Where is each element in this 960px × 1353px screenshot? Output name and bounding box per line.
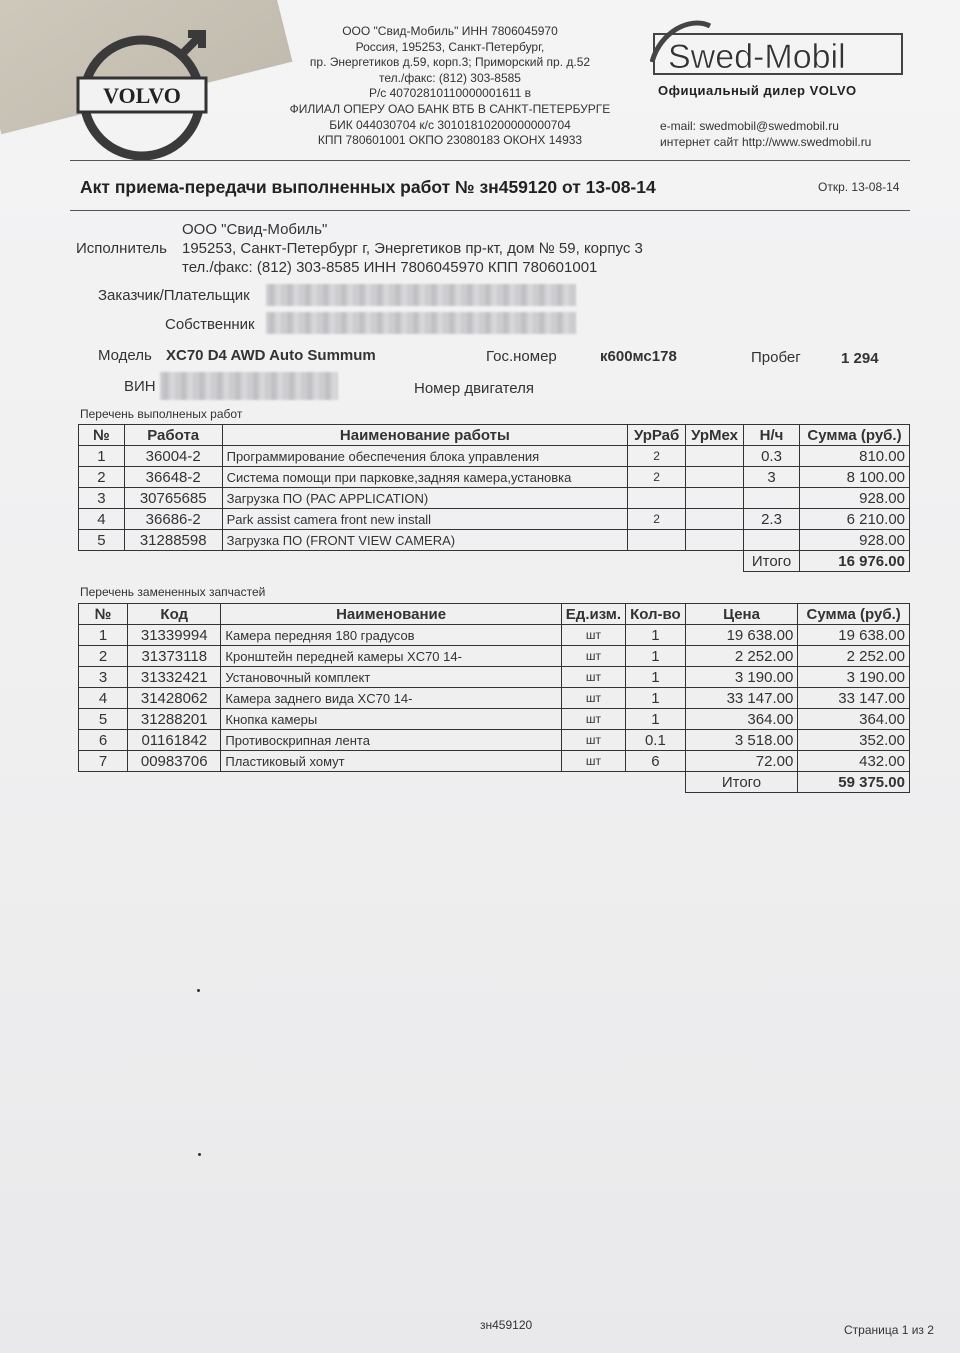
work-hours: 3 bbox=[744, 467, 800, 488]
col-header: Ед.изм. bbox=[561, 604, 625, 625]
col-header: Наименование bbox=[221, 604, 561, 625]
col-header: Цена bbox=[685, 604, 798, 625]
part-price: 2 252.00 bbox=[685, 646, 798, 667]
work-sum: 810.00 bbox=[799, 446, 909, 467]
email-text: e-mail: swedmobil@swedmobil.ru bbox=[660, 119, 839, 133]
svg-text:Swed-Mobil: Swed-Mobil bbox=[668, 38, 846, 76]
part-unit: шт bbox=[561, 730, 625, 751]
parts-section-title: Перечень замененных запчастей bbox=[80, 585, 266, 599]
company-requisites bbox=[260, 24, 640, 149]
part-code: 31339994 bbox=[128, 625, 221, 646]
table-row bbox=[79, 709, 910, 730]
work-urmeh bbox=[686, 530, 744, 551]
part-sum: 352.00 bbox=[798, 730, 910, 751]
part-unit: шт bbox=[561, 667, 625, 688]
dealer-subtitle: Официальный дилер VOLVO bbox=[658, 83, 857, 98]
col-header: Наименование работы bbox=[222, 425, 628, 446]
dealer-contacts bbox=[660, 118, 871, 150]
work-name: Загрузка ПО (FRONT VIEW CAMERA) bbox=[222, 530, 628, 551]
table-row bbox=[79, 467, 910, 488]
col-header: № bbox=[79, 604, 128, 625]
work-sum: 8 100.00 bbox=[799, 467, 909, 488]
row-number: 6 bbox=[79, 730, 128, 751]
part-name: Камера заднего вида XC70 14- bbox=[221, 688, 561, 709]
vin-label: ВИН bbox=[124, 378, 156, 395]
footer-doc-code: зн459120 bbox=[480, 1318, 533, 1332]
col-header: Сумма (руб.) bbox=[799, 425, 909, 446]
work-hours bbox=[744, 530, 800, 551]
work-sum: 928.00 bbox=[799, 488, 909, 509]
part-name: Кнопка камеры bbox=[221, 709, 561, 730]
col-header: УрРаб bbox=[628, 425, 686, 446]
swed-mobil-logo-icon bbox=[650, 12, 910, 82]
parts-header-row bbox=[79, 604, 910, 625]
work-hours bbox=[744, 488, 800, 509]
part-price: 364.00 bbox=[685, 709, 798, 730]
work-name: Система помощи при парковке,задняя камера,установка bbox=[222, 467, 628, 488]
row-number: 2 bbox=[79, 467, 125, 488]
part-unit: шт bbox=[561, 625, 625, 646]
executor-label: Исполнитель bbox=[76, 240, 167, 257]
work-code: 36686-2 bbox=[124, 509, 222, 530]
owner-label: Собственник bbox=[165, 316, 255, 333]
row-number: 1 bbox=[79, 446, 125, 467]
executor-name: ООО "Свид-Мобиль" bbox=[182, 221, 328, 238]
company-line: КПП 780601001 ОКПО 23080183 ОКОНХ 14933 bbox=[317, 133, 583, 148]
volvo-logo-icon bbox=[70, 20, 220, 170]
work-sum: 928.00 bbox=[799, 530, 909, 551]
row-number: 2 bbox=[79, 646, 128, 667]
part-price: 3 190.00 bbox=[685, 667, 798, 688]
part-unit: шт bbox=[561, 646, 625, 667]
company-line: пр. Энергетиков д.59, корп.3; Приморский пр. д.52 bbox=[309, 55, 591, 70]
work-code: 36004-2 bbox=[124, 446, 222, 467]
part-sum: 364.00 bbox=[798, 709, 910, 730]
print-dot bbox=[197, 989, 200, 992]
opened-date: Откр. 13-08-14 bbox=[818, 180, 900, 194]
plate-value: к600мс178 bbox=[600, 348, 677, 365]
part-sum: 432.00 bbox=[798, 751, 910, 772]
parts-table bbox=[78, 603, 910, 793]
table-row bbox=[79, 530, 910, 551]
work-sum: 6 210.00 bbox=[799, 509, 909, 530]
parts-total-label: Итого bbox=[685, 772, 798, 793]
table-row bbox=[79, 646, 910, 667]
company-line: ООО "Свид-Мобиль" ИНН 7806045970 bbox=[342, 24, 558, 38]
row-number: 7 bbox=[79, 751, 128, 772]
model-value: XC70 D4 AWD Auto Summum bbox=[166, 347, 376, 364]
work-urrab bbox=[628, 530, 686, 551]
parts-total-row bbox=[79, 772, 910, 793]
works-total-label: Итого bbox=[744, 551, 800, 572]
payer-redacted bbox=[266, 284, 576, 306]
works-total-row bbox=[79, 551, 910, 572]
work-urmeh bbox=[686, 467, 744, 488]
row-number: 4 bbox=[79, 688, 128, 709]
table-row bbox=[79, 446, 910, 467]
part-qty: 1 bbox=[626, 625, 686, 646]
works-total-value: 16 976.00 bbox=[799, 551, 909, 572]
title-divider bbox=[70, 210, 910, 211]
owner-redacted bbox=[266, 312, 576, 334]
part-name: Пластиковый хомут bbox=[221, 751, 561, 772]
row-number: 1 bbox=[79, 625, 128, 646]
work-urmeh bbox=[686, 446, 744, 467]
part-qty: 1 bbox=[626, 688, 686, 709]
part-unit: шт bbox=[561, 709, 625, 730]
header-divider bbox=[70, 160, 910, 161]
company-line: ФИЛИАЛ ОПЕРУ ОАО БАНК ВТБ В САНКТ-ПЕТЕРБУРГЕ bbox=[289, 101, 611, 116]
part-code: 00983706 bbox=[128, 751, 221, 772]
model-label: Модель bbox=[98, 347, 152, 364]
table-row bbox=[79, 625, 910, 646]
work-code: 30765685 bbox=[124, 488, 222, 509]
row-number: 5 bbox=[79, 530, 125, 551]
works-header-row bbox=[79, 425, 910, 446]
col-header: Код bbox=[128, 604, 221, 625]
work-code: 31288598 bbox=[124, 530, 222, 551]
work-urrab bbox=[628, 488, 686, 509]
engine-label: Номер двигателя bbox=[414, 380, 535, 397]
work-urmeh bbox=[686, 509, 744, 530]
part-name: Противоскрипная лента bbox=[221, 730, 561, 751]
row-number: 3 bbox=[79, 667, 128, 688]
col-header: Н/ч bbox=[744, 425, 800, 446]
row-number: 4 bbox=[79, 509, 125, 530]
work-hours: 2.3 bbox=[744, 509, 800, 530]
work-urrab: 2 bbox=[628, 446, 686, 467]
part-sum: 3 190.00 bbox=[798, 667, 910, 688]
mileage-value: 1 294 bbox=[841, 350, 879, 367]
table-row bbox=[79, 730, 910, 751]
table-row bbox=[79, 751, 910, 772]
vin-redacted bbox=[160, 372, 338, 400]
table-row bbox=[79, 488, 910, 509]
work-name: Park assist camera front new install bbox=[222, 509, 628, 530]
website-text: интернет сайт http://www.swedmobil.ru bbox=[660, 135, 872, 149]
document-title: Акт приема-передачи выполненных работ № зн459120 от 13-08-14 bbox=[80, 177, 656, 197]
part-qty: 1 bbox=[626, 709, 686, 730]
part-name: Установочный комплект bbox=[221, 667, 561, 688]
table-row bbox=[79, 688, 910, 709]
part-price: 72.00 bbox=[685, 751, 798, 772]
work-code: 36648-2 bbox=[124, 467, 222, 488]
page-number: Страница 1 из 2 bbox=[844, 1323, 934, 1337]
part-unit: шт bbox=[561, 751, 625, 772]
part-sum: 19 638.00 bbox=[798, 625, 910, 646]
executor-phone: тел./факс: (812) 303-8585 ИНН 7806045970 КПП 780601001 bbox=[182, 259, 598, 276]
payer-label: Заказчик/Плательщик bbox=[98, 287, 250, 304]
col-header: Работа bbox=[124, 425, 222, 446]
works-section-title: Перечень выполненых работ bbox=[80, 407, 243, 421]
part-name: Камера передняя 180 градусов bbox=[221, 625, 561, 646]
table-row bbox=[79, 509, 910, 530]
part-qty: 1 bbox=[626, 646, 686, 667]
part-name: Кронштейн передней камеры XC70 14- bbox=[221, 646, 561, 667]
part-code: 31332421 bbox=[128, 667, 221, 688]
part-qty: 0.1 bbox=[626, 730, 686, 751]
col-header: Сумма (руб.) bbox=[798, 604, 910, 625]
part-qty: 6 bbox=[626, 751, 686, 772]
parts-total-value: 59 375.00 bbox=[798, 772, 910, 793]
work-urmeh bbox=[686, 488, 744, 509]
works-table bbox=[78, 424, 910, 572]
company-line: тел./факс: (812) 303-8585 bbox=[379, 70, 521, 85]
row-number: 5 bbox=[79, 709, 128, 730]
work-name: Загрузка ПО (PAC APPLICATION) bbox=[222, 488, 628, 509]
print-dot bbox=[198, 1153, 201, 1156]
company-line: Р/с 40702810110000001611 в bbox=[368, 86, 532, 101]
company-line: БИК 044030704 к/с 30101810200000000704 bbox=[329, 117, 571, 132]
part-sum: 2 252.00 bbox=[798, 646, 910, 667]
work-hours: 0.3 bbox=[744, 446, 800, 467]
row-number: 3 bbox=[79, 488, 125, 509]
work-urrab: 2 bbox=[628, 467, 686, 488]
table-row bbox=[79, 667, 910, 688]
part-code: 31373118 bbox=[128, 646, 221, 667]
part-code: 01161842 bbox=[128, 730, 221, 751]
col-header: Кол-во bbox=[626, 604, 686, 625]
part-code: 31428062 bbox=[128, 688, 221, 709]
part-price: 33 147.00 bbox=[685, 688, 798, 709]
executor-address: 195253, Санкт-Петербург г, Энергетиков пр-кт, дом № 59, корпус 3 bbox=[182, 240, 643, 257]
part-qty: 1 bbox=[626, 667, 686, 688]
part-price: 19 638.00 bbox=[685, 625, 798, 646]
part-unit: шт bbox=[561, 688, 625, 709]
svg-text:VOLVO: VOLVO bbox=[103, 83, 181, 108]
company-line: Россия, 195253, Санкт-Петербург, bbox=[355, 39, 545, 54]
part-code: 31288201 bbox=[128, 709, 221, 730]
col-header: УрМех bbox=[686, 425, 744, 446]
work-name: Программирование обеспечения блока управления bbox=[222, 446, 628, 467]
mileage-label: Пробег bbox=[751, 349, 801, 366]
work-urrab: 2 bbox=[628, 509, 686, 530]
col-header: № bbox=[79, 425, 125, 446]
part-price: 3 518.00 bbox=[685, 730, 798, 751]
part-sum: 33 147.00 bbox=[798, 688, 910, 709]
plate-label: Гос.номер bbox=[486, 348, 557, 365]
